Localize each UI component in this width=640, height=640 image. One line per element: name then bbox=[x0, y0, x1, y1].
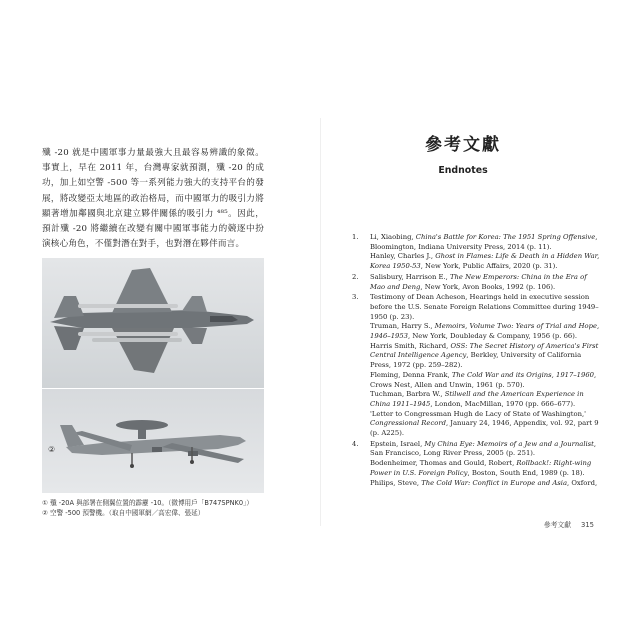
j20-fighter-illustration bbox=[42, 258, 264, 388]
endnote-entry: 'Letter to Congressman Hugh de Lacy of State of Washington,' Congressional Record, January 24, 1946, Appendix, vol. 92, part 9 (p. A225). bbox=[370, 409, 599, 438]
photo-captions bbox=[42, 498, 282, 518]
page-gutter bbox=[320, 118, 321, 526]
endnote-entry: Li, Xiaobing, China's Battle for Korea: The 1951 Spring Offensive, Bloomington, Indiana University Press, 2014 (p. 11). bbox=[370, 233, 598, 251]
endnote-entry: Salisbury, Harrison E., The New Emperors: China in the Era of Mao and Deng, New York, Avon Books, 1992 (p. 106). bbox=[370, 272, 587, 291]
endnote-number: 4. bbox=[352, 439, 359, 448]
page-number: 315 bbox=[581, 521, 594, 529]
photo-j20-fighter bbox=[42, 258, 264, 388]
caption-2: ② 空警 -500 預警機。（取自中國軍網／高宏偉、張延） bbox=[42, 509, 205, 517]
endnotes-list bbox=[352, 233, 600, 488]
endnote bbox=[352, 233, 600, 272]
endnote-entry: Harris Smith, Richard, OSS: The Secret History of America's First Central Intelligence Agency, Berkley, University of California Press, 1972 (pp. 259–282). bbox=[370, 341, 599, 370]
endnote-entry: Bodenheimer, Thomas and Gould, Robert, Rollback!: Right-wing Power in U.S. Foreign Policy, Boston, South End, 1989 (p. 18). bbox=[370, 459, 592, 477]
endnote-number: 3. bbox=[352, 293, 359, 302]
photo-kj500-aircraft bbox=[42, 389, 264, 493]
endnote-number: 1. bbox=[352, 233, 359, 241]
page-title: 參考文獻 bbox=[425, 135, 501, 155]
endnote-entry: Philips, Steve, The Cold War: Conflict in Europe and Asia, Oxford, bbox=[370, 478, 598, 487]
endnote-number: 2. bbox=[352, 272, 359, 281]
endnote-entry: Testimony of Dean Acheson, Hearings held in executive session before the U.S. Senate Foreign Relations Committee during 1949–1950 (p. 23). bbox=[370, 293, 599, 321]
kj500-aircraft-illustration bbox=[42, 389, 264, 493]
page-footer bbox=[534, 519, 594, 529]
endnote bbox=[352, 273, 600, 292]
caption-1: ① 殲 -20A 與部署在側翼位置的霹靂 -10。（微博用戶「B747SPNK0」） bbox=[42, 499, 253, 507]
endnote-entry: Hanley, Charles J., Ghost in Flames: Life & Death in a Hidden War, Korea 1950-53, New York, Public Affairs, 2020 (p. 31). bbox=[370, 252, 600, 271]
endnote-entry: Truman, Harry S., Memoirs, Volume Two: Years of Trial and Hope, 1946–1953, New York, Doubleday & Company, 1956 (p. 66). bbox=[370, 322, 600, 341]
page-subtitle: Endnotes bbox=[438, 165, 488, 176]
body-paragraph bbox=[42, 146, 264, 252]
endnote bbox=[352, 293, 600, 439]
paragraph-text: 殲 -20 就是中國軍事力量最強大且最容易辨識的象徵。事實上，早在 2011 年，台灣專家就預測，殲 -20 的成功，加上如空警 -500 等一系列能力強大的支持平台的發展，將改變亞太地區的政治格局，而中國軍力的吸引力將顯著增加鄰國與北京建立夥伴關係的吸引力 ⁴⁸⁵。因此，預計殲 -20 將繼續在改變有關中國軍事能力的競逐中扮演核心角色，不僅對潛在對手，也對潛在夥伴而言。 bbox=[42, 148, 264, 250]
endnote-entry: Epstein, Israel, My China Eye: Memoirs of a Jew and a Journalist, San Francisco, Long River Press, 2005 (p. 251). bbox=[370, 439, 597, 458]
endnote-entry: Tuchman, Barbra W., Stilwell and the American Experience in China 1911–1945, London, MacMillan, 1970 (pp. 666–677). bbox=[370, 390, 584, 408]
photo-marker-2: ② bbox=[48, 445, 56, 454]
endnote-entry: Fleming, Denna Frank, The Cold War and its Origins, 1917–1960, Crows Nest, Allen and Unwin, 1961 (p. 570). bbox=[370, 370, 597, 389]
endnote bbox=[352, 440, 600, 489]
footer-label: 參考文獻 bbox=[543, 521, 572, 529]
